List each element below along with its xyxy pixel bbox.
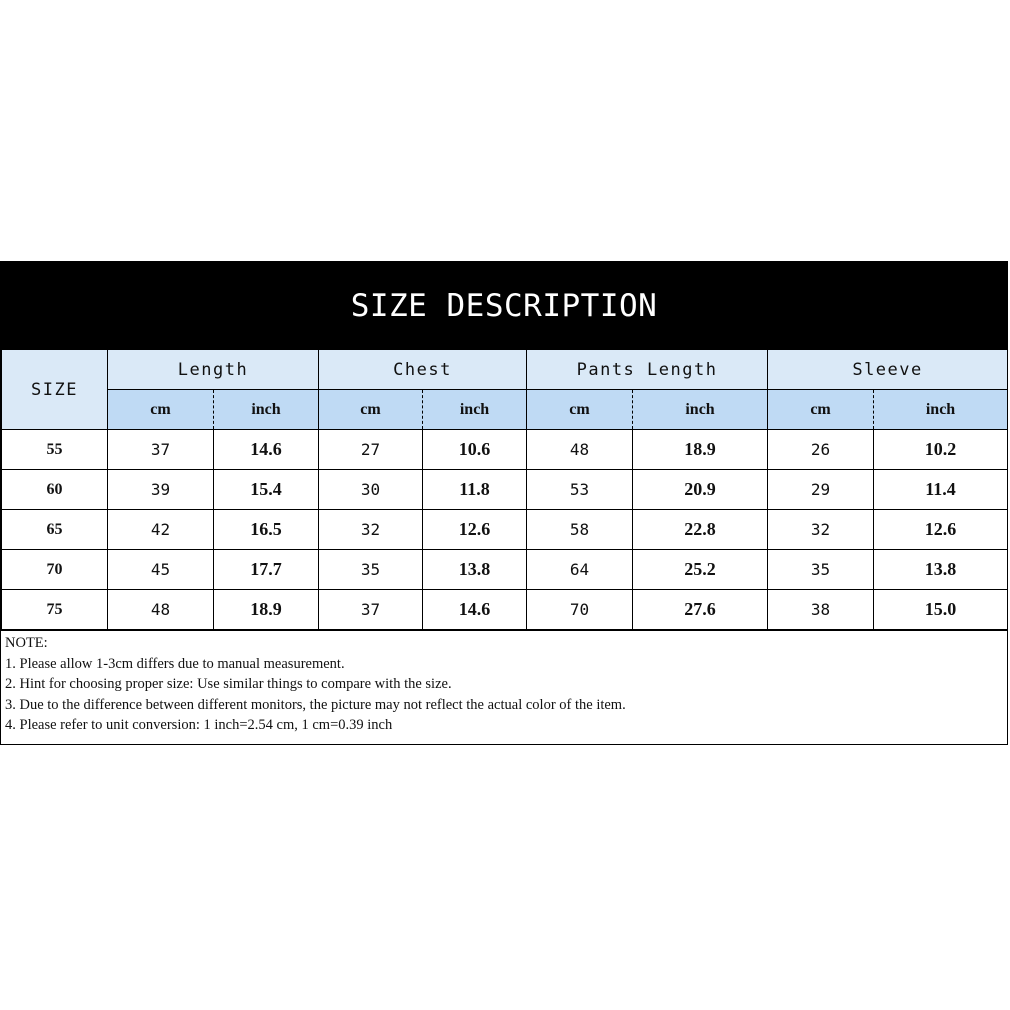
- sleeve-cm-cell: 26: [768, 430, 874, 470]
- sleeve-cm-cell: 35: [768, 550, 874, 590]
- pants-length-cm-cell: 58: [527, 510, 633, 550]
- chest-cm-cell: 27: [319, 430, 423, 470]
- size-cell: 70: [2, 550, 108, 590]
- sleeve-inch-cell: 15.0: [874, 590, 1008, 630]
- sleeve-inch-cell: 12.6: [874, 510, 1008, 550]
- table-row: [2, 550, 1008, 590]
- pants-length-cm-cell: 53: [527, 470, 633, 510]
- unit-header-inch: inch: [214, 390, 319, 430]
- size-cell: 65: [2, 510, 108, 550]
- unit-header-inch: inch: [874, 390, 1008, 430]
- size-cell: 55: [2, 430, 108, 470]
- chest-cm-cell: 35: [319, 550, 423, 590]
- note-item: 4. Please refer to unit conversion: 1 inch=2.54 cm, 1 cm=0.39 inch: [5, 717, 393, 733]
- notes-section: [1, 630, 1007, 744]
- pants-length-inch-cell: 27.6: [633, 590, 768, 630]
- unit-header-row: [2, 390, 1008, 430]
- unit-header-inch: inch: [633, 390, 768, 430]
- length-cm-cell: 42: [108, 510, 214, 550]
- unit-header-cm: cm: [108, 390, 214, 430]
- sleeve-cm-cell: 29: [768, 470, 874, 510]
- length-inch-cell: 16.5: [214, 510, 319, 550]
- unit-header-cm: cm: [319, 390, 423, 430]
- size-cell: 60: [2, 470, 108, 510]
- pants-length-inch-cell: 22.8: [633, 510, 768, 550]
- chest-inch-cell: 12.6: [423, 510, 527, 550]
- note-item: 1. Please allow 1-3cm differs due to manual measurement.: [5, 655, 345, 672]
- table-row: [2, 430, 1008, 470]
- table-row: [2, 470, 1008, 510]
- unit-header-cm: cm: [768, 390, 874, 430]
- size-column-header: SIZE: [2, 350, 108, 430]
- size-cell: 75: [2, 590, 108, 630]
- table-row: [2, 510, 1008, 550]
- pants-length-cm-cell: 48: [527, 430, 633, 470]
- note-item: 3. Due to the difference between different monitors, the picture may not reflect the actual color of the item.: [5, 696, 626, 713]
- group-header-pants-length: Pants Length: [527, 350, 768, 390]
- length-inch-cell: 17.7: [214, 550, 319, 590]
- length-cm-cell: 37: [108, 430, 214, 470]
- length-inch-cell: 15.4: [214, 470, 319, 510]
- note-item: 2. Hint for choosing proper size: Use similar things to compare with the size.: [5, 676, 452, 692]
- chest-inch-cell: 10.6: [423, 430, 527, 470]
- pants-length-cm-cell: 70: [527, 590, 633, 630]
- sleeve-inch-cell: 13.8: [874, 550, 1008, 590]
- group-header-chest: Chest: [319, 350, 527, 390]
- chest-inch-cell: 14.6: [423, 590, 527, 630]
- sleeve-inch-cell: 11.4: [874, 470, 1008, 510]
- unit-header-cm: cm: [527, 390, 633, 430]
- group-header-length: Length: [108, 350, 319, 390]
- length-inch-cell: 18.9: [214, 590, 319, 630]
- sleeve-cm-cell: 38: [768, 590, 874, 630]
- chest-inch-cell: 11.8: [423, 470, 527, 510]
- table-row: [2, 590, 1008, 630]
- pants-length-inch-cell: 18.9: [633, 430, 768, 470]
- sleeve-inch-cell: 10.2: [874, 430, 1008, 470]
- chest-inch-cell: 13.8: [423, 550, 527, 590]
- notes-heading: NOTE:: [5, 635, 48, 651]
- chest-cm-cell: 30: [319, 470, 423, 510]
- group-header-row: [2, 350, 1008, 390]
- length-cm-cell: 39: [108, 470, 214, 510]
- length-inch-cell: 14.6: [214, 430, 319, 470]
- size-table: [1, 349, 1008, 630]
- group-header-sleeve: Sleeve: [768, 350, 1008, 390]
- pants-length-inch-cell: 20.9: [633, 470, 768, 510]
- pants-length-inch-cell: 25.2: [633, 550, 768, 590]
- chest-cm-cell: 32: [319, 510, 423, 550]
- unit-header-inch: inch: [423, 390, 527, 430]
- length-cm-cell: 48: [108, 590, 214, 630]
- length-cm-cell: 45: [108, 550, 214, 590]
- size-chart-title: SIZE DESCRIPTION: [1, 262, 1007, 349]
- sleeve-cm-cell: 32: [768, 510, 874, 550]
- size-chart: [0, 261, 1008, 745]
- chest-cm-cell: 37: [319, 590, 423, 630]
- pants-length-cm-cell: 64: [527, 550, 633, 590]
